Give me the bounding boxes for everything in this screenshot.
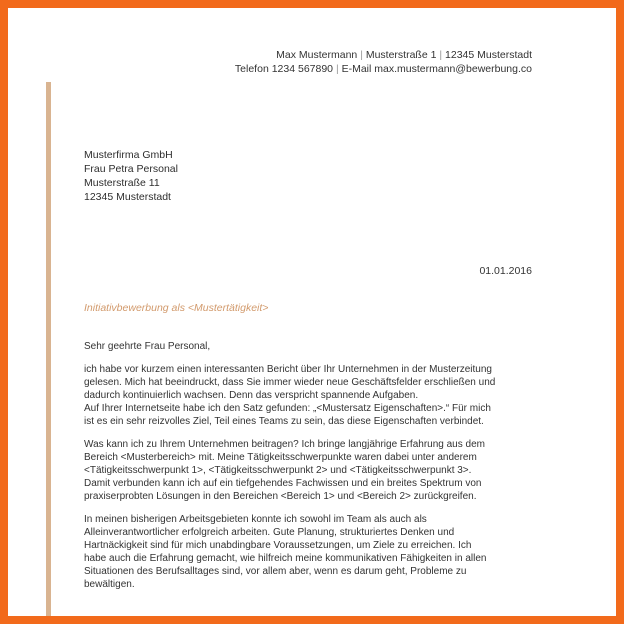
sender-separator: | [335,63,339,75]
sender-separator: | [439,49,443,61]
sender-line-2 [235,62,532,76]
text-line: In meinen bisherigen Arbeitsgebieten konnte ich sowohl im Team als auch als [84,514,427,525]
text-line: Alleinverantwortlicher erfolgreich arbeiten. Gute Planung, strukturiertes Denken und [84,527,455,538]
recipient-city: 12345 Musterstadt [84,191,171,203]
text-line: praxiserprobten Lösungen in den Bereichen <Bereich 1> und <Bereich 2> zurückgreifen. [84,491,477,502]
accent-bar [46,82,51,618]
sender-separator: | [360,49,363,61]
letter-body [84,340,554,601]
text-line: bewältigen. [84,579,135,590]
text-line: habe auch die Erfahrung gemacht, wie hilfreich meine kommunikativen Fähigkeiten in allen [84,553,487,564]
text-line: Bereich <Musterbereich> mit. Meine Tätigkeitsschwerpunkte waren dabei unter anderem [84,452,477,463]
text-line: <Tätigkeitsschwerpunkt 1>, <Tätigkeitsschwerpunkt 2> und <Tätigkeitsschwerpunkt 3>. [84,465,472,476]
sender-phone: Telefon 1234 567890 [234,63,334,75]
letter-date: 01.01.2016 [479,265,532,277]
text-line: gelesen. Mich hat beeindruckt, dass Sie immer wieder neue Geschäftsfelder erschließen und [84,377,496,388]
text-line: dadurch kontinuierlich wachsen. Denn das verspricht spannende Aufgaben. [84,390,419,401]
text-line: ich habe vor kurzem einen interessanten Bericht über Ihr Unternehmen in der Musterzeitung [84,364,492,375]
text-line: Was kann ich zu Ihrem Unternehmen beitragen? Ich bringe langjährige Erfahrung aus dem [84,439,485,450]
sender-email: E-Mail max.mustermann@bewerbung.co [341,63,532,75]
text-line: Hartnäckigkeit sind für mich unabdingbare Voraussetzungen, um Ziele zu erreichen. Ich [84,540,472,551]
body-paragraph-1 [84,363,554,428]
sender-city: 12345 Musterstadt [445,49,532,61]
recipient-company: Musterfirma GmbH [84,149,173,161]
text-line: Situationen des Berufsalltages sind, vor allem aber, wenn es darum geht, Probleme zu [84,566,467,577]
text-line: ist es ein sehr reizvolles Ziel, Teil eines Teams zu sein, das diese Eigenschaften verbindet. [84,416,484,427]
sender-name: Max Mustermann [276,49,358,61]
sender-street: Musterstraße 1 [365,49,437,61]
sender-line-1 [235,48,532,62]
text-line: Auf Ihrer Internetseite habe ich den Satz gefunden: „<Mustersatz Eigenschaften>.“ Für mich [84,403,491,414]
recipient-address [84,148,178,204]
salutation: Sehr geehrte Frau Personal, [84,341,211,352]
body-paragraph-2 [84,438,554,503]
recipient-person: Frau Petra Personal [84,163,178,175]
sender-block [235,48,532,76]
text-line: Damit verbunden kann ich auf ein tiefgehendes Fachwissen und ein breites Spektrum von [84,478,482,489]
body-paragraph-3 [84,513,554,591]
recipient-street: Musterstraße 11 [84,177,160,189]
letter-subject: Initiativbewerbung als <Mustertätigkeit> [84,302,269,314]
